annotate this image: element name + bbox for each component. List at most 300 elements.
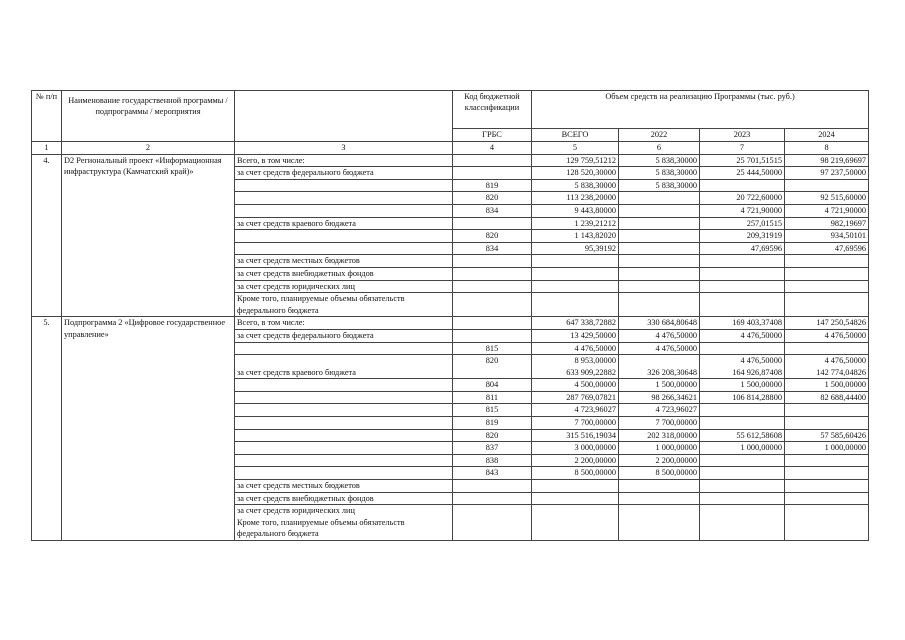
amount-2022-line: 202 318,00000: [647, 430, 697, 440]
amount-2022: [619, 355, 700, 379]
amount-2022: [619, 230, 700, 243]
amount-2022: [619, 404, 700, 417]
amount-2023-line: 20 722,60000: [736, 193, 782, 203]
amount-2022-line: 2 200,00000: [655, 455, 697, 465]
amount-2024-line: [787, 517, 866, 529]
amount-total-line: 4 723,96027: [574, 405, 616, 415]
amount-total: [532, 454, 619, 467]
grbs-code-line: 837: [485, 443, 499, 453]
amount-2024: [785, 467, 869, 480]
grbs-code: [453, 492, 532, 505]
grbs-code-line: 843: [485, 468, 499, 478]
amount-2022: [619, 417, 700, 430]
amount-total-line: 287 769,07821: [566, 392, 616, 402]
column-numbers-row: [32, 142, 869, 155]
amount-total-line: [534, 480, 616, 492]
amount-2023: [700, 317, 785, 330]
grbs-code-line: [455, 268, 529, 280]
amount-2024-line: [787, 343, 866, 355]
grbs-code: [453, 230, 532, 243]
grbs-code: [453, 429, 532, 442]
amount-2022: [619, 192, 700, 205]
amount-2022-line: [621, 255, 697, 267]
amount-2023-line: 4 476,50000: [740, 356, 782, 366]
amount-2024: [785, 329, 869, 342]
amount-2023-line: 25 444,50000: [736, 168, 782, 178]
amount-total: [532, 505, 619, 541]
funding-source-line: [237, 243, 450, 255]
amount-2023: [700, 492, 785, 505]
amount-2023-line: [702, 180, 782, 192]
amount-2022: [619, 342, 700, 355]
amount-total-line: [534, 255, 616, 267]
amount-2022-line: 326 208,30648: [647, 367, 697, 377]
amount-2024: [785, 355, 869, 379]
amount-2022-line: 4 476,50000: [655, 330, 697, 340]
amount-2023-line: 169 403,37408: [732, 318, 782, 328]
grbs-code: [453, 293, 532, 317]
amount-2023-line: 106 814,28800: [732, 392, 782, 402]
funding-source-line: [237, 343, 450, 355]
amount-total: [532, 342, 619, 355]
amount-2024-line: 97 237,50000: [820, 168, 867, 178]
amount-2023: [700, 505, 785, 541]
amount-2024: [785, 242, 869, 255]
grbs-code: [453, 317, 532, 330]
amount-2023: [700, 167, 785, 180]
header-grbs: ГРБС: [453, 128, 532, 141]
amount-total: [532, 242, 619, 255]
amount-2022-line: [621, 293, 697, 305]
amount-total: [532, 230, 619, 243]
funding-source: [235, 429, 453, 442]
amount-2024-line: [787, 480, 866, 492]
funding-source: [235, 267, 453, 280]
grbs-code-line: [455, 167, 529, 179]
funding-source-line: за счет средств федерального бюджета: [237, 330, 374, 340]
amount-2024-line: 4 476,50000: [824, 330, 867, 340]
amount-2022: [619, 317, 700, 330]
funding-source: [235, 492, 453, 505]
amount-2024-line: [787, 455, 866, 467]
amount-total: [532, 391, 619, 404]
funding-source-line: [237, 205, 450, 217]
funding-source-line: [237, 355, 450, 367]
amount-2022-line: [621, 230, 697, 242]
amount-2024-line: 4 721,90000: [824, 205, 867, 215]
amount-2022-line: [621, 281, 697, 293]
amount-2023-line: [702, 255, 782, 267]
amount-2022-line: [621, 505, 697, 517]
amount-2022-line: [621, 192, 697, 204]
amount-2024: [785, 217, 869, 230]
amount-total: [532, 379, 619, 392]
funding-source-line: Всего, в том числе:: [237, 318, 305, 328]
grbs-code-line: 815: [485, 343, 499, 353]
grbs-code: [453, 217, 532, 230]
amount-2023-line: 1 000,00000: [740, 443, 782, 453]
funding-source-line: [237, 467, 450, 479]
amount-total-line: 7 700,00000: [574, 418, 616, 428]
grbs-code-line: [455, 281, 529, 293]
funding-source-line: [237, 455, 450, 467]
funding-source-line: за счет средств краевого бюджета: [237, 218, 356, 228]
amount-total: [532, 404, 619, 417]
header-2024: 2024: [785, 128, 869, 141]
amount-2022-line: [621, 268, 697, 280]
amount-total: [532, 467, 619, 480]
amount-2023: [700, 280, 785, 293]
amount-2024-line: 1 500,00000: [824, 380, 867, 390]
amount-2024: [785, 230, 869, 243]
funding-source: [235, 230, 453, 243]
funding-source: [235, 391, 453, 404]
grbs-code-line: 819: [485, 180, 499, 190]
amount-total-line: 8 500,00000: [574, 468, 616, 478]
header-total: ВСЕГО: [532, 128, 619, 141]
funding-source-line: Кроме того, планируемые объемы обязательств федерального бюджета: [237, 517, 405, 539]
amount-2024: [785, 280, 869, 293]
header-num: № п/п: [32, 91, 62, 142]
amount-2024: [785, 417, 869, 430]
grbs-code-line: 820: [485, 356, 499, 366]
table-row: [32, 317, 869, 330]
amount-2024-line: 982,19697: [830, 218, 867, 228]
funding-source-line: за счет средств внебюджетных фондов: [237, 268, 374, 278]
amount-2024: [785, 442, 869, 455]
amount-2022: [619, 293, 700, 317]
funding-source-line: [237, 392, 450, 404]
amount-total: [532, 204, 619, 217]
amount-2023: [700, 442, 785, 455]
amount-2024-line: 92 515,60000: [820, 193, 867, 203]
amount-2024-line: 47,69596: [834, 243, 867, 253]
amount-total: [532, 429, 619, 442]
amount-2022: [619, 280, 700, 293]
amount-2022-line: 5 838,30000: [655, 168, 697, 178]
amount-2023: [700, 355, 785, 379]
amount-2023: [700, 204, 785, 217]
funding-source: [235, 467, 453, 480]
amount-2022-line: 4 476,50000: [655, 343, 697, 353]
grbs-code-line: [455, 155, 529, 167]
funding-source: [235, 179, 453, 192]
amount-2023-line: 47,69596: [750, 243, 782, 253]
amount-2023-line: [702, 493, 782, 505]
grbs-code-line: 815: [485, 405, 499, 415]
amount-2024-line: [787, 505, 866, 517]
grbs-code: [453, 267, 532, 280]
amount-2023: [700, 391, 785, 404]
amount-2024: [785, 204, 869, 217]
grbs-code-line: [455, 218, 529, 230]
column-number: 6: [619, 142, 700, 155]
amount-2022: [619, 255, 700, 268]
funding-source-line: Всего, в том числе:: [237, 155, 305, 165]
amount-2022-line: 98 266,34621: [651, 392, 697, 402]
funding-source-line: за счет средств юридических лиц: [237, 281, 355, 291]
amount-total-line: 5 838,30000: [574, 180, 616, 190]
amount-total-line: 113 238,20000: [566, 193, 616, 203]
amount-2023-line: [702, 517, 782, 529]
amount-2022: [619, 329, 700, 342]
grbs-code-line: 820: [485, 430, 499, 440]
program-name: Подпрограмма 2 «Цифровое государственное управление»: [62, 317, 235, 541]
grbs-code: [453, 480, 532, 493]
amount-2023-line: 209,31919: [746, 231, 782, 241]
funding-source: [235, 404, 453, 417]
table-row: [32, 154, 869, 167]
amount-2024-line: [787, 255, 866, 267]
amount-2022: [619, 391, 700, 404]
amount-2024: [785, 454, 869, 467]
grbs-code-line: [455, 505, 529, 517]
funding-source-line: за счет средств местных бюджетов: [237, 256, 360, 266]
amount-total-line: 13 429,50000: [570, 330, 616, 340]
amount-2024: [785, 492, 869, 505]
amount-total: [532, 355, 619, 379]
amount-2024-line: 98 219,69697: [820, 155, 867, 165]
grbs-code-line: 834: [485, 243, 499, 253]
amount-2024: [785, 255, 869, 268]
funding-source: [235, 342, 453, 355]
grbs-code: [453, 179, 532, 192]
funding-source: [235, 242, 453, 255]
funding-source-line: [237, 430, 450, 442]
amount-2023: [700, 293, 785, 317]
amount-total-line: [534, 268, 616, 280]
header-2022: 2022: [619, 128, 700, 141]
amount-2023-line: 1 500,00000: [740, 380, 782, 390]
amount-total: [532, 154, 619, 167]
amount-2023: [700, 267, 785, 280]
funding-source-line: [237, 230, 450, 242]
funding-source-line: за счет средств внебюджетных фондов: [237, 493, 374, 503]
amount-2022-line: [621, 493, 697, 505]
funding-source-line: за счет средств местных бюджетов: [237, 481, 360, 491]
amount-2022-line: 1 000,00000: [655, 443, 697, 453]
grbs-code-line: 811: [485, 392, 499, 402]
amount-2022-line: 5 838,30000: [655, 180, 697, 190]
amount-2022: [619, 217, 700, 230]
grbs-code: [453, 204, 532, 217]
amount-2024-line: [787, 281, 866, 293]
budget-table: [31, 90, 869, 541]
amount-2023: [700, 417, 785, 430]
amount-total-line: 129 759,51212: [566, 155, 616, 165]
amount-2022: [619, 204, 700, 217]
grbs-code: [453, 255, 532, 268]
grbs-code-line: [455, 330, 529, 342]
grbs-code-line: [455, 317, 529, 329]
amount-2023: [700, 242, 785, 255]
amount-total-line: 3 000,00000: [574, 443, 616, 453]
amount-2024: [785, 480, 869, 493]
amount-total-line: 95,39192: [584, 243, 616, 253]
grbs-code-line: [455, 480, 529, 492]
amount-2024-line: 57 585,60426: [820, 430, 867, 440]
grbs-code-line: 834: [485, 205, 499, 215]
amount-total-line: [534, 281, 616, 293]
amount-2023-line: 257,01515: [746, 218, 782, 228]
grbs-code-line: [455, 293, 529, 305]
grbs-code: [453, 192, 532, 205]
column-number: 4: [453, 142, 532, 155]
amount-2022-line: [621, 243, 697, 255]
grbs-code-line: [455, 367, 529, 379]
header-name: Наименование государственной программы / подпрограммы / мероприятия: [62, 91, 235, 142]
amount-2023-line: [702, 455, 782, 467]
column-number: 5: [532, 142, 619, 155]
amount-2022-line: 7 700,00000: [655, 418, 697, 428]
amount-total-line: 9 443,80000: [574, 205, 616, 215]
grbs-code: [453, 379, 532, 392]
amount-2024: [785, 505, 869, 541]
amount-total: [532, 167, 619, 180]
amount-2023: [700, 154, 785, 167]
amount-total: [532, 317, 619, 330]
grbs-code: [453, 417, 532, 430]
amount-2023-line: 25 701,51515: [736, 155, 782, 165]
amount-2023-line: [702, 480, 782, 492]
amount-2024: [785, 404, 869, 417]
amount-total: [532, 329, 619, 342]
column-number: 1: [32, 142, 62, 155]
amount-2023: [700, 379, 785, 392]
amount-total: [532, 492, 619, 505]
amount-2023-line: [702, 505, 782, 517]
amount-total-line: 315 516,19034: [566, 430, 616, 440]
amount-2022: [619, 267, 700, 280]
amount-2022: [619, 480, 700, 493]
column-number: 3: [235, 142, 453, 155]
funding-source: [235, 329, 453, 342]
amount-2023: [700, 329, 785, 342]
amount-2023: [700, 404, 785, 417]
funding-source: [235, 255, 453, 268]
funding-source-line: [237, 192, 450, 204]
amount-2024-line: 147 250,54826: [816, 318, 867, 328]
amount-2024: [785, 267, 869, 280]
amount-2022-line: 5 838,30000: [655, 155, 697, 165]
amount-2022: [619, 505, 700, 541]
funding-source-line: [237, 379, 450, 391]
amount-2024-line: [787, 293, 866, 305]
amount-total-line: [534, 293, 616, 305]
amount-total-line: 1 143,82020: [574, 231, 616, 241]
funding-source-line: [237, 404, 450, 416]
funding-source: [235, 217, 453, 230]
amount-total: [532, 293, 619, 317]
amount-2023-line: 4 476,50000: [740, 330, 782, 340]
amount-2023: [700, 480, 785, 493]
program-name: D2 Региональный проект «Информационная инфраструктура (Камчатский край)»: [62, 154, 235, 317]
funding-source-line: за счет средств федерального бюджета: [237, 168, 374, 178]
amount-2023-line: 164 926,87408: [732, 367, 782, 377]
funding-source: [235, 379, 453, 392]
grbs-code: [453, 355, 532, 379]
amount-2022: [619, 179, 700, 192]
amount-2024: [785, 429, 869, 442]
amount-2023-line: [702, 343, 782, 355]
amount-2024-line: [787, 180, 866, 192]
funding-source: [235, 317, 453, 330]
amount-2022: [619, 442, 700, 455]
amount-2022: [619, 429, 700, 442]
amount-total: [532, 442, 619, 455]
funding-source: [235, 417, 453, 430]
funding-source: [235, 204, 453, 217]
amount-2024-line: [787, 493, 866, 505]
grbs-code: [453, 342, 532, 355]
grbs-code-line: [455, 517, 529, 529]
amount-2024-line: 82 688,44400: [820, 392, 867, 402]
header-source: [235, 91, 453, 142]
amount-2023: [700, 217, 785, 230]
amount-2023-line: [702, 293, 782, 305]
grbs-code: [453, 242, 532, 255]
amount-2022-line: 4 723,96027: [655, 405, 697, 415]
amount-2024-line: 1 000,00000: [824, 443, 867, 453]
grbs-code: [453, 454, 532, 467]
amount-2023-line: [702, 281, 782, 293]
header-volume: Объем средств на реализацию Программы (тыс. руб.): [532, 91, 869, 129]
amount-total-line: 2 200,00000: [574, 455, 616, 465]
amount-2024: [785, 167, 869, 180]
amount-2023: [700, 429, 785, 442]
amount-2022: [619, 379, 700, 392]
funding-source: [235, 454, 453, 467]
amount-total-line: [534, 493, 616, 505]
amount-2024: [785, 391, 869, 404]
amount-2023-line: [702, 404, 782, 416]
header-2023: 2023: [700, 128, 785, 141]
grbs-code-line: 819: [485, 418, 499, 428]
funding-source-line: [237, 180, 450, 192]
amount-2023: [700, 179, 785, 192]
grbs-code-line: [455, 255, 529, 267]
amount-total-line: 1 239,21212: [574, 218, 616, 228]
amount-total: [532, 255, 619, 268]
amount-2024: [785, 154, 869, 167]
amount-2024-line: [787, 417, 866, 429]
amount-total: [532, 267, 619, 280]
amount-2022-line: [621, 355, 697, 367]
grbs-code: [453, 404, 532, 417]
amount-total: [532, 217, 619, 230]
amount-2024-line: [787, 268, 866, 280]
amount-2023: [700, 255, 785, 268]
funding-source: [235, 154, 453, 167]
amount-2022-line: [621, 205, 697, 217]
amount-total: [532, 192, 619, 205]
funding-source: [235, 280, 453, 293]
column-number: 8: [785, 142, 869, 155]
amount-2024: [785, 293, 869, 317]
amount-2024-line: 142 774,04826: [816, 367, 867, 377]
funding-source: [235, 505, 453, 541]
amount-2022: [619, 454, 700, 467]
grbs-code: [453, 391, 532, 404]
column-number: 7: [700, 142, 785, 155]
amount-2024-line: [787, 404, 866, 416]
grbs-code: [453, 154, 532, 167]
amount-total: [532, 480, 619, 493]
grbs-code: [453, 467, 532, 480]
column-number: 2: [62, 142, 235, 155]
amount-total-line: [534, 517, 616, 529]
amount-2024: [785, 317, 869, 330]
